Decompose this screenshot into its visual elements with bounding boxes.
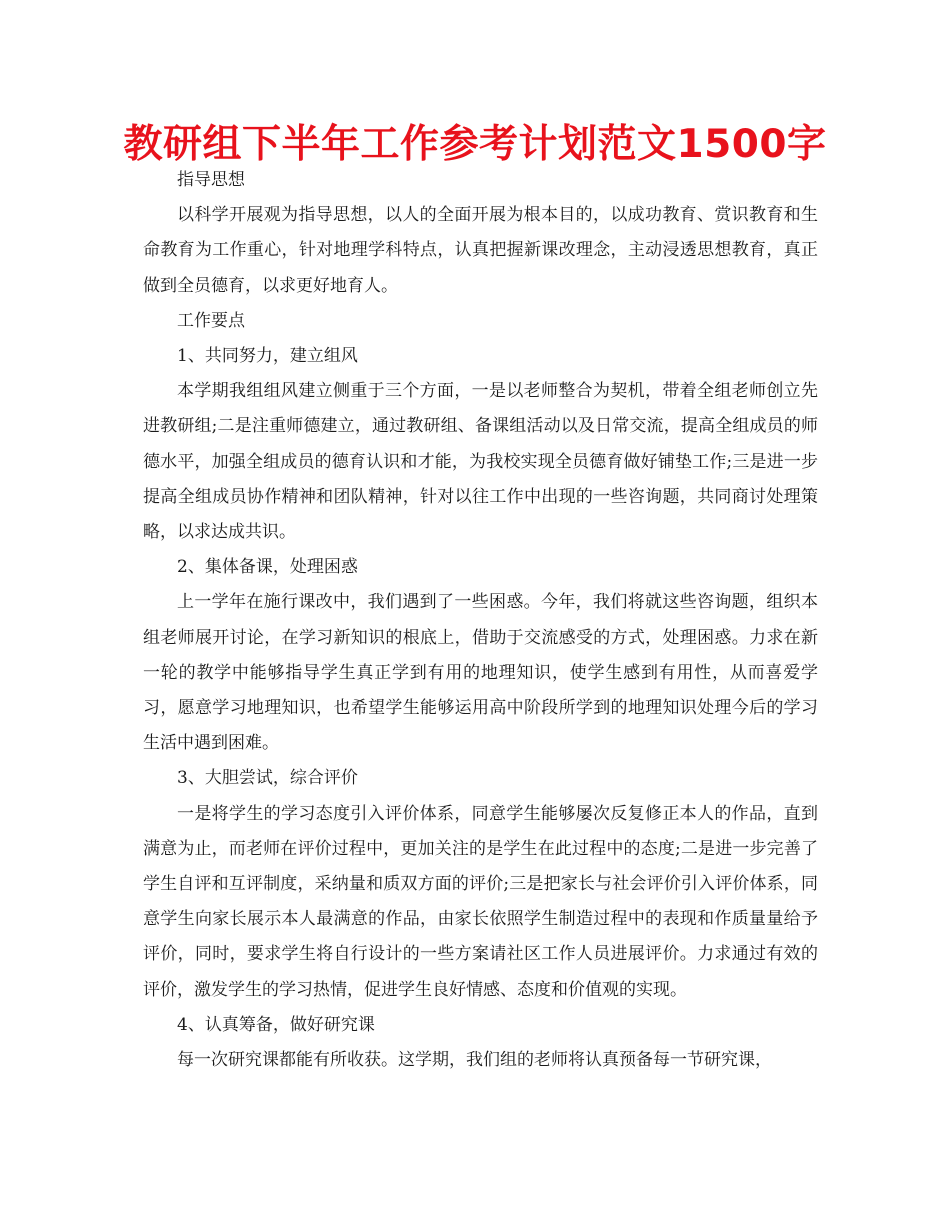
- paragraph-3: 一是将学生的学习态度引入评价体系，同意学生能够屡次反复修正本人的作品，直到满意为止，而老师在评价过程中，更加关注的是学生在此过程中的态度;二是进一步完善了学生自评和互评制度，采纳量和质双方面的评价;三是把家长与社会评价引入评价体系，同意学生向家长展示本人最满意的作品，由家长依照学生制造过程中的表现和作质量量给予评价，同时，要求学生将自行设计的一些方案请社区工作人员进展评价。力求通过有效的评价，激发学生的学习热情，促进学生良好情感、态度和价值观的实现。: [143, 803, 818, 1000]
- document-body: [143, 163, 818, 1078]
- subheading-2: 2、集体备课，处理困惑: [177, 557, 358, 578]
- subheading-3: 3、大胆尝试，综合评价: [177, 768, 358, 789]
- section-heading-guiding-idea: 指导思想: [177, 170, 245, 190]
- paragraph-guiding-idea: 以科学开展观为指导思想，以人的全面开展为根本目的，以成功教育、赏识教育和生命教育为工作重心，针对地理学科特点，认真把握新课改理念，主动浸透思想教育，真正做到全员德育，以求更好地育人。: [143, 205, 818, 296]
- section-heading-work-points: 工作要点: [177, 310, 245, 331]
- paragraph-2: 上一学年在施行课改中，我们遇到了一些困惑。今年，我们将就这些咨询题，组织本组老师展开讨论，在学习新知识的根底上，借助于交流感受的方式，处理困惑。力求在新一轮的教学中能够指导学生真正学到有用的地理知识，使学生感到有用性，从而喜爱学习，愿意学习地理知识，也希望学生能够运用高中阶段所学到的地理知识处理今后的学习生活中遇到困难。: [143, 592, 818, 754]
- paragraph-1: 本学期我组组风建立侧重于三个方面，一是以老师整合为契机，带着全组老师创立先进教研组;二是注重师德建立，通过教研组、备课组活动以及日常交流，提高全组成员的师德水平，加强全组成员的德育认识和才能，为我校实现全员德育做好铺垫工作;三是进一步提高全组成员协作精神和团队精神，针对以往工作中出现的一些咨询题，共同商讨处理策略，以求达成共识。: [143, 381, 818, 543]
- document-title: 教研组下半年工作参考计划范文1500字: [123, 122, 827, 167]
- paragraph-4: 每一次研究课都能有所收获。这学期，我们组的老师将认真预备每一节研究课，: [177, 1050, 772, 1071]
- subheading-1: 1、共同努力，建立组风: [177, 346, 358, 367]
- subheading-4: 4、认真筹备，做好研究课: [177, 1014, 375, 1035]
